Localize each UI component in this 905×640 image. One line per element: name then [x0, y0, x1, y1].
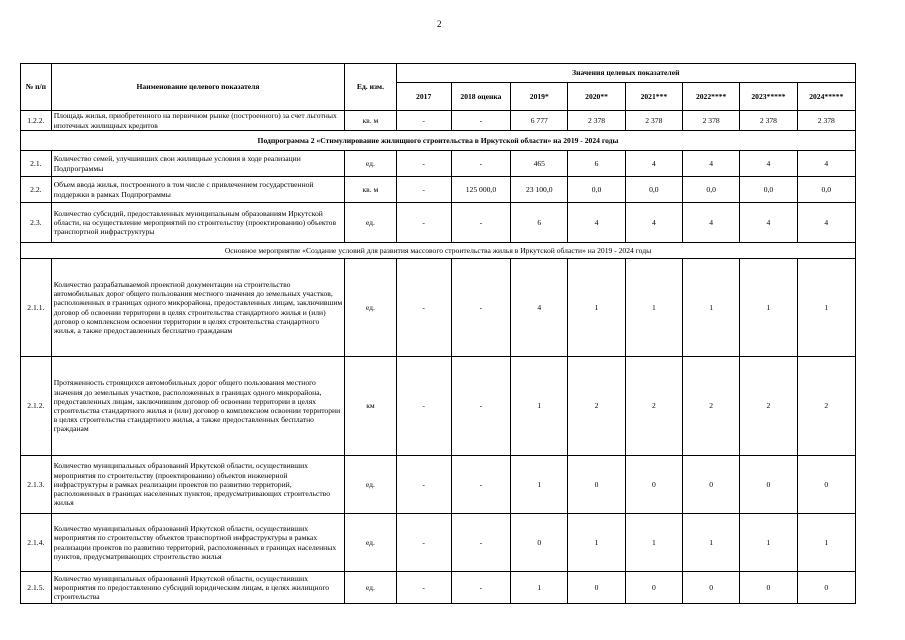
row-name: Количество муниципальных образований Иркутской области, осуществивших мероприятия по предоставлению субсидий юридическим лицам, в целях жилищного строительства	[51, 572, 345, 604]
row-value: 1	[568, 259, 625, 357]
row-value: 2	[625, 357, 682, 456]
row-value: 0	[625, 456, 682, 514]
row-value: 1	[625, 514, 682, 572]
row-value: 1	[625, 259, 682, 357]
row-value: 0	[740, 572, 797, 604]
row-num: 2.2.	[21, 177, 52, 203]
row-value: 0,0	[568, 177, 625, 203]
row-name: Количество субсидий, предоставленных муниципальным образованиям Иркутской области, на осуществление мероприятий по строительству (проектированию) объектов транспортной инфраструктуры	[51, 203, 345, 243]
header-unit: Ед. изм.	[345, 64, 396, 111]
row-unit: ед.	[345, 514, 396, 572]
row-unit: ед.	[345, 572, 396, 604]
row-value: 2	[683, 357, 740, 456]
header-year: 2024*****	[797, 83, 855, 111]
row-value: 2 378	[568, 111, 625, 131]
table-row	[21, 111, 856, 131]
header-year: 2021***	[625, 83, 682, 111]
row-num: 2.1.3.	[21, 456, 52, 514]
row-value: -	[396, 259, 451, 357]
row-unit: кв. м	[345, 111, 396, 131]
row-value: 4	[797, 203, 855, 243]
row-value: 0	[797, 456, 855, 514]
row-value: 2	[740, 357, 797, 456]
row-value: 2 378	[683, 111, 740, 131]
row-value: -	[396, 177, 451, 203]
row-value: -	[396, 572, 451, 604]
row-name: Количество муниципальных образований Иркутской области, осуществивших мероприятия по строительству объектов транспортной инфраструктуры в рамках реализации проектов по развитию территорий, расположенных в границах населенных пунктов, предусматривающих строительство жилья	[51, 514, 345, 572]
row-value: -	[451, 456, 510, 514]
row-value: 4	[625, 151, 682, 177]
row-name: Площадь жилья, приобретенного на первичном рынке (построенного) за счет льготных ипотечных жилищных кредитов	[51, 111, 345, 131]
row-value: -	[451, 259, 510, 357]
table-row	[21, 259, 856, 357]
row-value: 6	[511, 203, 568, 243]
header-year: 2019*	[511, 83, 568, 111]
row-value: -	[451, 357, 510, 456]
row-unit: ед.	[345, 456, 396, 514]
row-value: 6 777	[511, 111, 568, 131]
row-value: 4	[740, 203, 797, 243]
row-value: 4	[511, 259, 568, 357]
header-year: 2018 оценка	[451, 83, 510, 111]
table-row	[21, 177, 856, 203]
row-unit: км	[345, 357, 396, 456]
row-value: -	[396, 151, 451, 177]
row-num: 2.1.	[21, 151, 52, 177]
row-value: -	[396, 203, 451, 243]
row-value: 0,0	[625, 177, 682, 203]
row-value: 0	[568, 572, 625, 604]
row-value: 1	[740, 514, 797, 572]
header-year: 2022****	[683, 83, 740, 111]
row-value: -	[451, 514, 510, 572]
table-row	[21, 514, 856, 572]
row-value: 0,0	[740, 177, 797, 203]
row-value: -	[396, 111, 451, 131]
targets-table	[20, 63, 856, 604]
row-value: 465	[511, 151, 568, 177]
row-num: 2.1.1.	[21, 259, 52, 357]
row-value: 2 378	[625, 111, 682, 131]
section-heading: Подпрограмма 2 «Стимулирование жилищного строительства в Иркутской области» на 2019 - 2024 годы	[21, 131, 856, 151]
row-name: Количество разрабатываемой проектной документации на строительство автомобильных дорог общего пользования местного значения до земельных участков, расположенных в границах одного микрорайона, предоставленных лицам, заключившим договор об освоении территории в целях строительства стандартного жилья и (или) договор о комплексном освоении территории в целях строительства стандартного жилья, а также предоставленных бесплатно гражданам	[51, 259, 345, 357]
row-value: -	[396, 357, 451, 456]
row-num: 1.2.2.	[21, 111, 52, 131]
row-value: 1	[797, 259, 855, 357]
row-value: 4	[568, 203, 625, 243]
row-value: 2 378	[797, 111, 855, 131]
row-value: 0	[511, 514, 568, 572]
row-value: 0	[740, 456, 797, 514]
table-row	[21, 572, 856, 604]
row-value: 0	[625, 572, 682, 604]
row-value: 4	[740, 151, 797, 177]
row-value: 0	[683, 456, 740, 514]
row-value: 4	[683, 151, 740, 177]
row-value: 0	[568, 456, 625, 514]
row-value: -	[451, 203, 510, 243]
header-year: 2017	[396, 83, 451, 111]
row-value: 1	[797, 514, 855, 572]
row-num: 2.3.	[21, 203, 52, 243]
row-value: 2 378	[740, 111, 797, 131]
row-value: 1	[683, 259, 740, 357]
row-name: Количество семей, улучшивших свои жилищные условия в ходе реализации Подпрограммы	[51, 151, 345, 177]
row-value: -	[396, 456, 451, 514]
row-value: 1	[740, 259, 797, 357]
row-value: 2	[568, 357, 625, 456]
row-name: Протяженность строящихся автомобильных дорог общего пользования местного значения до земельных участков, расположенных в границах одного микрорайона, предоставленных лицам, заключившим договор об освоении территории в целях строительства стандартного жилья и (или) договор о комплексном освоении территории в целях строительства стандартного жилья, а также предоставленных бесплатно гражданам	[51, 357, 345, 456]
row-num: 2.1.2.	[21, 357, 52, 456]
row-value: -	[451, 572, 510, 604]
row-unit: ед.	[345, 259, 396, 357]
row-value: -	[451, 111, 510, 131]
row-value: 1	[568, 514, 625, 572]
header-year: 2023*****	[740, 83, 797, 111]
row-value: 0,0	[797, 177, 855, 203]
section-heading: Основное мероприятие «Создание условий для развития массового строительства жилья в Иркутской области» на 2019 - 2024 годы	[21, 243, 856, 259]
row-value: -	[396, 514, 451, 572]
row-value: 1	[511, 456, 568, 514]
header-year: 2020**	[568, 83, 625, 111]
row-num: 2.1.5.	[21, 572, 52, 604]
row-value: -	[451, 151, 510, 177]
table-row	[21, 456, 856, 514]
row-value: 0	[797, 572, 855, 604]
table-row	[21, 357, 856, 456]
row-unit: кв. м	[345, 177, 396, 203]
row-name: Количество муниципальных образований Иркутской области, осуществивших мероприятия по строительству (проектированию) объектов инженерной инфраструктуры в рамках реализации проектов по развитию территорий, расположенных в границах населенных пунктов, предусматривающих строительство жилья	[51, 456, 345, 514]
row-value: 1	[683, 514, 740, 572]
row-value: 6	[568, 151, 625, 177]
row-value: 2	[797, 357, 855, 456]
row-value: 1	[511, 357, 568, 456]
row-value: 4	[797, 151, 855, 177]
page-number: 2	[437, 19, 442, 29]
row-value: 0	[683, 572, 740, 604]
row-num: 2.1.4.	[21, 514, 52, 572]
header-values: Значения целевых показателей	[396, 64, 855, 83]
row-unit: ед.	[345, 203, 396, 243]
row-value: 1	[511, 572, 568, 604]
table-row	[21, 151, 856, 177]
row-value: 0,0	[683, 177, 740, 203]
row-value: 4	[625, 203, 682, 243]
header-name: Наименование целевого показателя	[51, 64, 345, 111]
row-unit: ед.	[345, 151, 396, 177]
row-name: Объем ввода жилья, построенного в том числе с привлечением государственной поддержки в рамках Подпрограммы	[51, 177, 345, 203]
row-value: 4	[683, 203, 740, 243]
row-value: 125 000,0	[451, 177, 510, 203]
table-row	[21, 203, 856, 243]
row-value: 23 100,0	[511, 177, 568, 203]
header-num: № п/п	[21, 64, 52, 111]
